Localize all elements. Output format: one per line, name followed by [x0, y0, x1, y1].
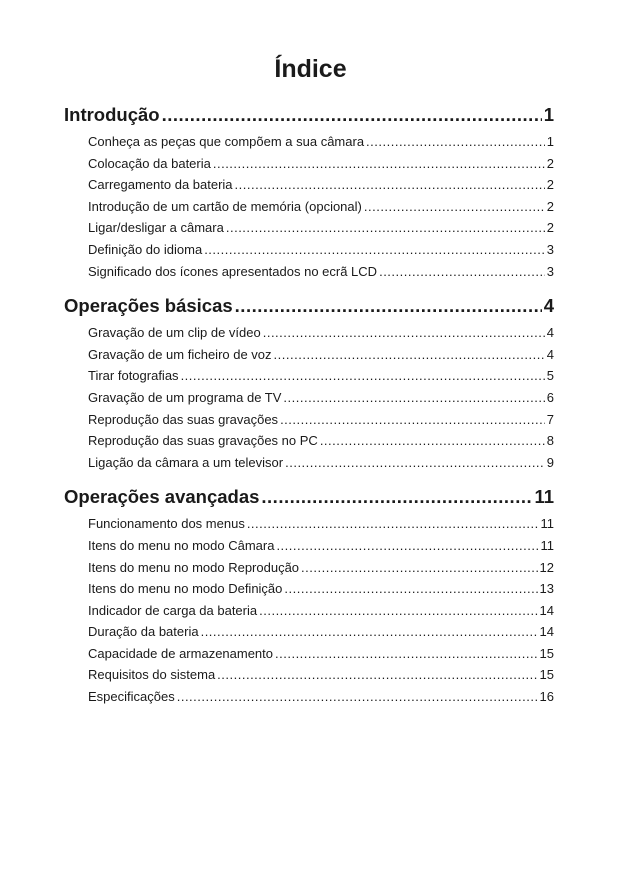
toc-section [64, 290, 554, 473]
entry-page-number: 14 [539, 602, 554, 618]
entry-title: Itens do menu no modo Câmara [88, 537, 275, 553]
dot-leader [274, 344, 545, 366]
toc-entry[interactable] [64, 686, 554, 708]
entry-title: Duração da bateria [88, 624, 199, 640]
dot-leader [366, 131, 545, 153]
toc-entry[interactable] [64, 261, 554, 283]
dot-leader [379, 261, 545, 283]
dot-leader [201, 621, 538, 643]
toc-entry[interactable] [64, 217, 554, 239]
entry-page-number: 2 [546, 177, 554, 193]
entry-page-number: 8 [546, 433, 554, 449]
entry-page-number: 11 [540, 537, 554, 553]
toc-entry-list [64, 513, 554, 707]
toc-entry-list [64, 131, 554, 282]
toc-entry[interactable] [64, 409, 554, 431]
toc-entry[interactable] [64, 239, 554, 261]
toc-entry[interactable] [64, 535, 554, 557]
entry-title: Ligar/desligar a câmara [88, 220, 224, 236]
entry-page-number: 1 [546, 134, 554, 149]
entry-page-number: 5 [546, 368, 554, 384]
entry-title: Funcionamento dos menus [88, 516, 245, 532]
entry-title: Itens do menu no modo Reprodução [88, 559, 300, 575]
entry-page-number: 15 [539, 645, 554, 661]
entry-title: Indicador de carga da bateria [88, 602, 258, 618]
toc-entry[interactable] [64, 365, 554, 387]
table-of-contents [64, 99, 554, 716]
section-page-number: 4 [543, 295, 554, 317]
dot-leader [283, 387, 544, 409]
entry-title: Significado dos ícones apresentados no ecrã LCD [88, 263, 378, 279]
entry-page-number: 2 [546, 220, 554, 236]
dot-leader [261, 481, 532, 513]
section-title: Operações básicas [64, 295, 233, 317]
toc-entry[interactable] [64, 557, 554, 579]
entry-page-number: 2 [546, 155, 554, 171]
dot-leader [276, 535, 538, 557]
toc-entry[interactable] [64, 387, 554, 409]
entry-title: Tirar fotografias [88, 368, 179, 384]
toc-entry[interactable] [64, 578, 554, 600]
dot-leader [364, 196, 545, 218]
toc-entry[interactable] [64, 513, 554, 535]
dot-leader [275, 643, 538, 665]
toc-entry[interactable] [64, 131, 554, 153]
dot-leader [247, 513, 539, 535]
toc-section [64, 481, 554, 707]
dot-leader [181, 365, 545, 387]
entry-title: Reprodução das suas gravações no PC [88, 433, 318, 449]
entry-title: Carregamento da bateria [88, 177, 233, 193]
dot-leader [280, 409, 545, 431]
entry-title: Gravação de um programa de TV [88, 389, 282, 405]
toc-entry[interactable] [64, 153, 554, 175]
dot-leader [320, 430, 545, 452]
dot-leader [213, 153, 545, 175]
dot-leader [285, 452, 545, 474]
dot-leader [263, 322, 545, 344]
entry-page-number: 9 [546, 454, 554, 470]
entry-page-number: 13 [539, 581, 554, 597]
entry-title: Introdução de um cartão de memória (opcional) [88, 198, 362, 214]
section-title: Operações avançadas [64, 486, 260, 508]
toc-entry[interactable] [64, 430, 554, 452]
entry-page-number: 7 [546, 411, 554, 427]
toc-section [64, 99, 554, 282]
section-title: Introdução [64, 104, 160, 125]
entry-page-number: 6 [546, 389, 554, 405]
toc-entry[interactable] [64, 344, 554, 366]
dot-leader [301, 557, 538, 579]
entry-title: Definição do idioma [88, 241, 203, 257]
entry-title: Ligação da câmara a um televisor [88, 454, 284, 470]
entry-title: Requisitos do sistema [88, 667, 216, 683]
page-title: Índice [274, 55, 347, 83]
toc-entry[interactable] [64, 600, 554, 622]
entry-title: Especificações [88, 689, 175, 705]
dot-leader [217, 664, 537, 686]
entry-title: Colocação da bateria [88, 155, 211, 171]
toc-section-heading[interactable] [64, 99, 554, 131]
entry-page-number: 12 [539, 559, 554, 575]
entry-title: Gravação de um clip de vídeo [88, 325, 261, 341]
section-page-number: 1 [543, 104, 554, 125]
dot-leader [259, 600, 537, 622]
toc-entry[interactable] [64, 452, 554, 474]
entry-page-number: 16 [539, 689, 554, 705]
dot-leader [177, 686, 538, 708]
entry-page-number: 3 [546, 263, 554, 279]
entry-page-number: 14 [539, 624, 554, 640]
toc-entry[interactable] [64, 196, 554, 218]
entry-title: Gravação de um ficheiro de voz [88, 346, 272, 362]
entry-page-number: 15 [539, 667, 554, 683]
dot-leader [204, 239, 545, 261]
toc-entry[interactable] [64, 322, 554, 344]
entry-page-number: 11 [540, 516, 554, 532]
entry-title: Capacidade de armazenamento [88, 645, 274, 661]
toc-entry[interactable] [64, 664, 554, 686]
entry-page-number: 3 [546, 241, 554, 257]
toc-entry[interactable] [64, 174, 554, 196]
toc-section-heading[interactable] [64, 290, 554, 322]
dot-leader [235, 290, 542, 322]
entry-title: Conheça as peças que compõem a sua câmara [88, 134, 365, 149]
toc-section-heading[interactable] [64, 481, 554, 513]
entry-page-number: 4 [546, 325, 554, 341]
toc-entry-list [64, 322, 554, 473]
entry-page-number: 4 [546, 346, 554, 362]
section-page-number: 11 [534, 486, 554, 508]
toc-entry[interactable] [64, 643, 554, 665]
toc-entry[interactable] [64, 621, 554, 643]
entry-page-number: 2 [546, 198, 554, 214]
dot-leader [235, 174, 545, 196]
dot-leader [162, 99, 542, 131]
dot-leader [226, 217, 545, 239]
entry-title: Reprodução das suas gravações [88, 411, 279, 427]
entry-title: Itens do menu no modo Definição [88, 581, 283, 597]
dot-leader [284, 578, 537, 600]
